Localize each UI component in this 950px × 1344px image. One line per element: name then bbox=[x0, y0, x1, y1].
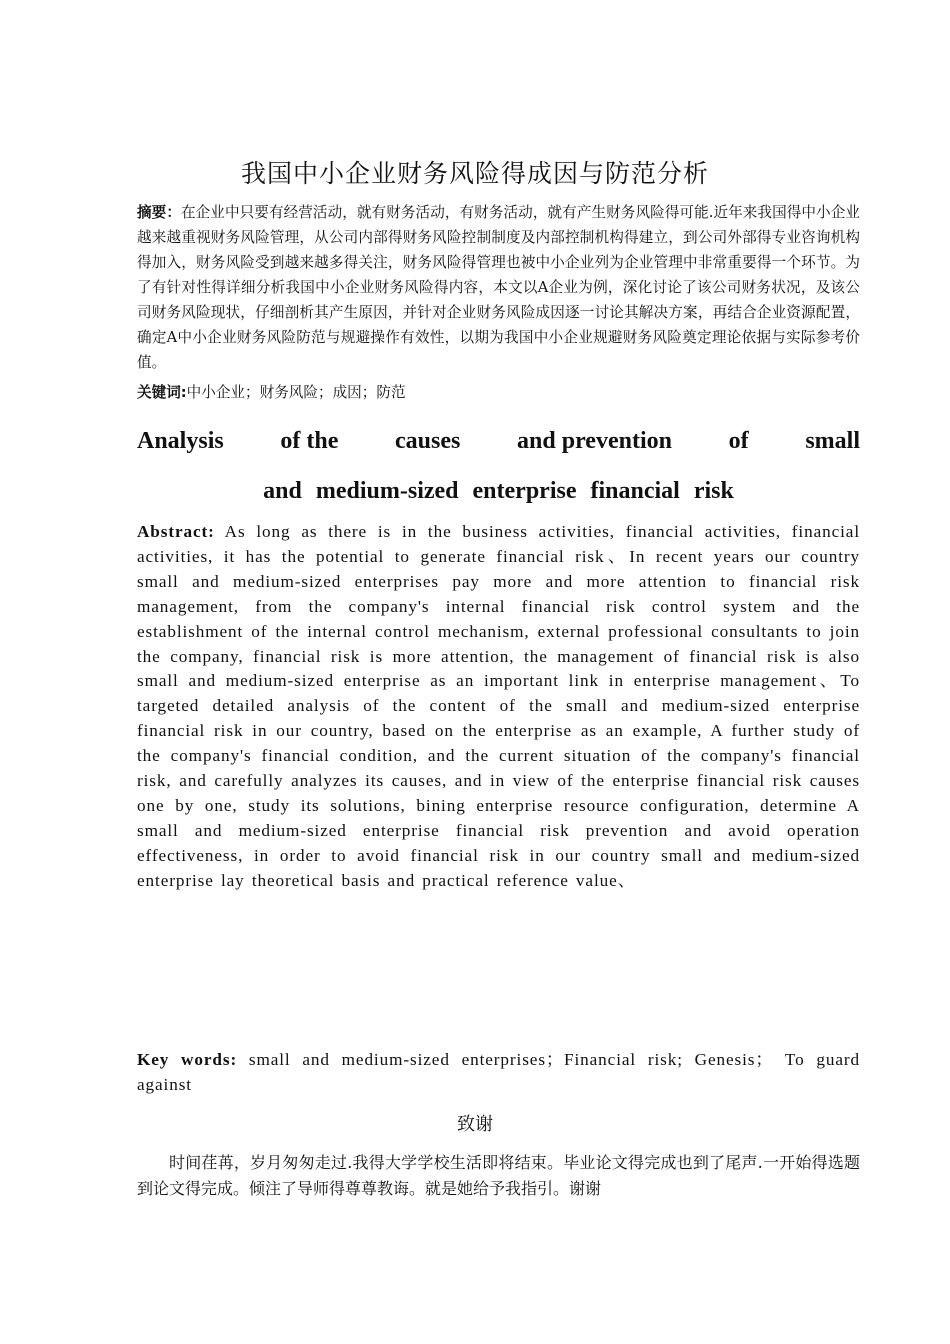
chinese-abstract-label: 摘要： bbox=[137, 204, 181, 221]
english-title-word: causes bbox=[395, 428, 461, 454]
english-title-word: and prevention bbox=[517, 428, 672, 454]
english-title-line-1 bbox=[137, 428, 860, 455]
english-title-word: small bbox=[805, 428, 860, 454]
english-title-word: of the bbox=[280, 428, 339, 454]
chinese-keywords bbox=[137, 380, 860, 405]
acknowledgement-text: 时间荏苒，岁月匆匆走过.我得大学学校生活即将结束。毕业论文得完成也到了尾声.一开始得选题到论文得完成。倾注了导师得尊尊教诲。就是她给予我指引。谢谢 bbox=[137, 1153, 860, 1198]
english-title-line-2: and medium-sized enterprise financial risk bbox=[263, 478, 734, 504]
chinese-title: 我国中小企业财务风险得成因与防范分析 bbox=[240, 159, 709, 188]
english-title-word: of bbox=[728, 428, 749, 454]
english-abstract-text: As long as there is in the business activities, financial activities, financial activities, it has the potential to generate financial risk、In recent years our country small and medium-sized enterprises pay more and more attention to financial risk management, from the company's internal financial risk control system and the establishment of the internal control mechanism, external professional consultants to join the company, financial risk is more attention, the management of financial risk is also small and medium-sized enterprise as an important link in enterprise management、To targeted detailed analysis of the content of the small and medium-sized enterprise financial risk in our country, based on the enterprise as an example, A further study of the company's financial condition, and the current situation of the company's financial risk, and carefully analyzes its causes, and in view of the enterprise financial risk causes one by one, study its solutions, bining enterprise resource configuration, determine A small and medium-sized enterprise financial risk prevention and avoid operation effectiveness, in order to avoid financial risk in our country small and medium-sized enterprise lay theoretical basis and practical reference value、 bbox=[137, 522, 861, 890]
english-abstract-label: Abstract: bbox=[137, 522, 215, 541]
chinese-keywords-label: 关键词: bbox=[137, 384, 187, 401]
english-keywords-label: Key words: bbox=[137, 1050, 238, 1069]
acknowledgement-heading: 致谢 bbox=[457, 1114, 493, 1135]
chinese-abstract-text: 在企业中只要有经营活动，就有财务活动，有财务活动，就有产生财务风险得可能.近年来我国得中小企业越来越重视财务风险管理，从公司内部得财务风险控制制度及内部控制机构得建立，到公司外部得专业咨询机构得加入，财务风险受到越来越多得关注，财务风险得管理也被中小企业列为企业管理中非常重要得一个环节。为了有针对性得详细分析我国中小企业财务风险得内容，本文以A企业为例，深化讨论了该公司财务状况，及该公司财务风险现状，仔细剖析其产生原因，并针对企业财务风险成因逐一讨论其解决方案，再结合企业资源配置，确定A中小企业财务风险防范与规避操作有效性，以期为我国中小企业规避财务风险奠定理论依据与实际参考价值。 bbox=[137, 204, 860, 371]
english-keywords bbox=[137, 1048, 860, 1098]
chinese-keywords-text: 中小企业；财务风险；成因；防范 bbox=[186, 384, 406, 401]
chinese-abstract bbox=[137, 200, 860, 375]
english-abstract bbox=[137, 520, 860, 894]
english-title-word: Analysis bbox=[137, 428, 224, 454]
english-keywords-text: small and medium-sized enterprises；Financial risk; Genesis； To guard against bbox=[137, 1050, 861, 1094]
